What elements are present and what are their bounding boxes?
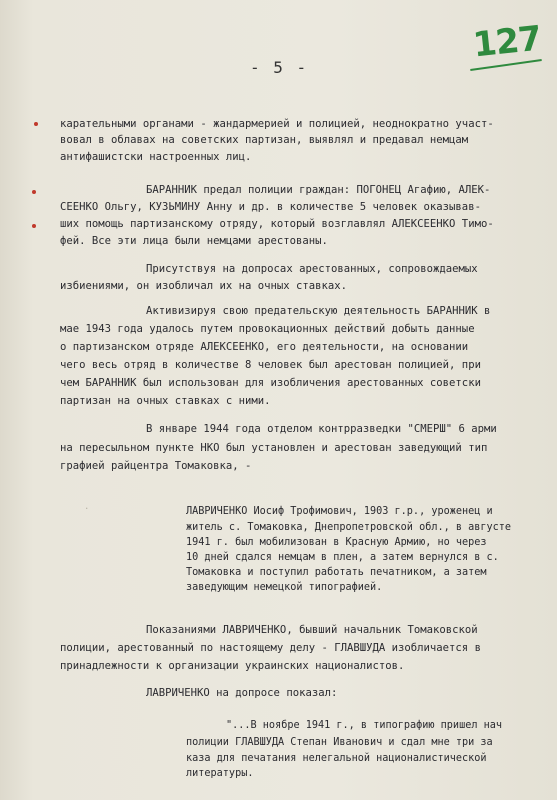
text-line: чего весь отряд в количестве 8 человек был арестован полицией, при [60,359,481,371]
text-line: карательными органами - жандармерией и полицией, неоднократно участ- [60,118,494,130]
text-line: каза для печатания нелегальной националистической [186,753,487,764]
faint-dot: . [84,502,90,512]
text-line: чем БАРАННИК был использован для изобличения арестованных советски [60,377,481,389]
archive-stamp: 127 [471,18,543,66]
text-line: литературы. [186,768,254,779]
margin-mark [34,122,38,126]
text-line: ших помощь партизанскому отряду, который возглавлял АЛЕКСЕЕНКО Тимо- [60,218,494,230]
text-line: ЛАВРИЧЕНКО Иосиф Трофимович, 1903 г.р., уроженец и [186,506,493,517]
text-line: житель с. Томаковка, Днепропетровской обл., в августе [186,522,512,533]
text-line: полиции, арестованный по настоящему делу - ГЛАВШУДА изобличается в [60,642,481,654]
text-line: партизан на очных ставках с ними. [60,395,271,407]
text-line: вовал в облавах на советских партизан, выявлял и предавал немцам [60,134,469,146]
text-line: антифашистски настроенных лиц. [60,151,252,163]
text-line: БАРАННИК предал полиции граждан: ПОГОНЕЦ Агафию, АЛЕК- [146,184,491,196]
text-line: В январе 1944 года отделом контрразведки "СМЕРШ" 6 арми [146,423,497,435]
text-line: заведующим немецкой типографией. [186,582,383,593]
text-line: мае 1943 года удалось путем провокационных действий добыть данные [60,323,475,335]
text-line: о партизанском отряде АЛЕКСЕЕНКО, его деятельности, на основании [60,341,469,353]
text-line: избиениями, он изобличал их на очных ставках. [60,280,348,292]
margin-mark [32,224,36,228]
text-line: Активизируя свою предательскую деятельность БАРАННИК в [146,305,491,317]
text-line: принадлежности к организации украинских националистов. [60,660,405,672]
text-line: на пересыльном пункте НКО был установлен и арестован заведующий тип [60,442,488,454]
margin-mark [32,190,36,194]
text-line: 10 дней сдался немцам в плен, а затем вернулся в с. [186,552,499,563]
text-line: графией райцентра Томаковка, - [60,460,252,472]
text-line: полиции ГЛАВШУДА Степан Иванович и сдал мне три за [186,737,493,748]
page-number: - 5 - [250,58,309,77]
text-line: Присутствуя на допросах арестованных, сопровождаемых [146,263,478,275]
text-line: фей. Все эти лица были немцами арестованы. [60,235,328,247]
text-line: СЕЕНКО Ольгу, КУЗЬМИНУ Анну и др. в количестве 5 человек оказывав- [60,201,481,213]
text-line: 1941 г. был мобилизован в Красную Армию, но через [186,537,487,548]
text-line: ЛАВРИЧЕНКО на допросе показал: [146,687,338,699]
text-line: "...В ноябре 1941 г., в типографию пришел нач [226,720,503,731]
text-line: Показаниями ЛАВРИЧЕНКО, бывший начальник Томаковской [146,624,478,636]
text-line: Томаковка и поступил работать печатником, а затем [186,567,487,578]
